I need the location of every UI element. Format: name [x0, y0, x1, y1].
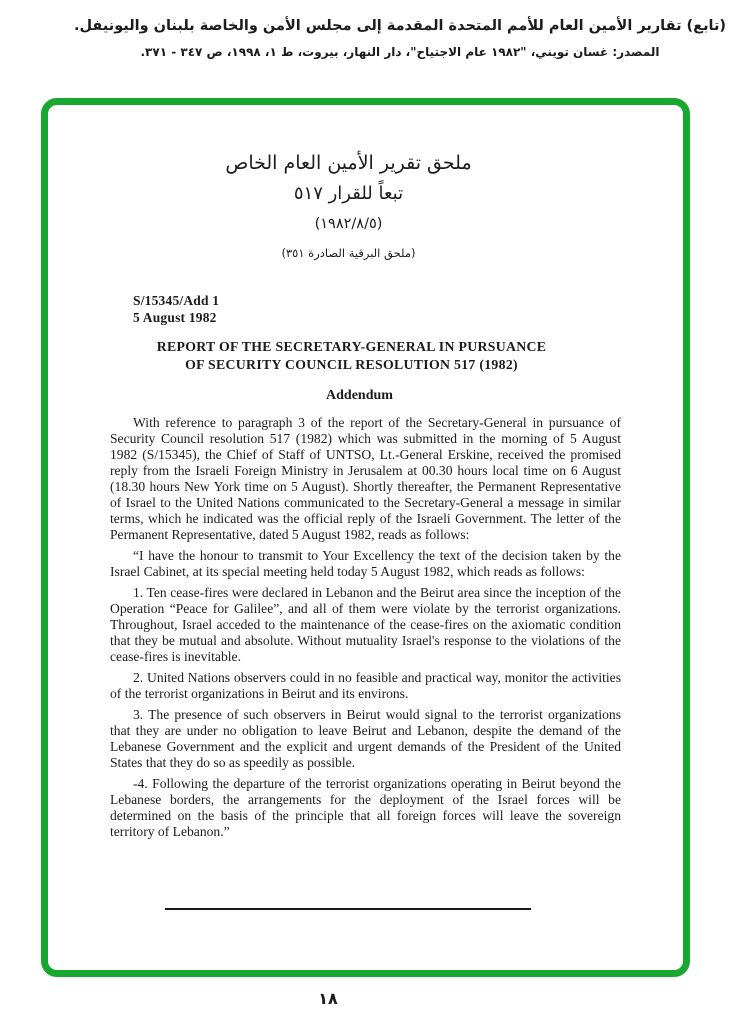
- arabic-title-line2: تبعاً للقرار ٥١٧: [293, 183, 404, 204]
- paragraph-point-2: 2. United Nations observers could in no feasible and practical way, monitor the activities of the terrorist organizations in Beirut and its environs.: [110, 670, 621, 701]
- arabic-title-line3: (١٩٨٢/٨/٥): [314, 216, 383, 232]
- source-note: [70, 13, 730, 65]
- document-date: 5 August 1982: [133, 309, 217, 325]
- paragraph-point-4: -4. Following the departure of the terrorist organizations operating in Beirut beyond the Lebanese borders, the arrangements for the deployment of the Israel forces will be determined on the basis of the principle that all foreign forces will leave the sovereign territory of Lebanon.”: [110, 776, 621, 839]
- report-title-line1: REPORT OF THE SECRETARY-GENERAL IN PURSUANCE: [156, 339, 547, 354]
- document-reference: [133, 293, 621, 326]
- closing-rule: [165, 908, 531, 910]
- paragraph-point-3: 3. The presence of such observers in Beirut would signal to the terrorist organizations that they are under no obligation to leave Beirut and Lebanon, despite the demand of the Lebanese Government and the explicit and urgent demands of the President of the United States that they do so as speedily as possible.: [110, 707, 621, 770]
- report-title-line2: OF SECURITY COUNCIL RESOLUTION 517 (1982): [185, 356, 518, 372]
- paragraph-intro: With reference to paragraph 3 of the report of the Secretary-General in pursuance of Security Council resolution 517 (1982) which was submitted in the morning of 5 August 1982 (S/15345), the Chief of Staff of UNTSO, Lt.-General Erskine, received the promised reply from the Israeli Foreign Ministry in Jerusalem at 00.30 hours local time on 6 August (18.30 hours New York time on 5 August). Shortly thereafter, the Permanent Representative of Israel to the United Nations communicated to the Secretary-General a message in similar terms, which he indicated was the official reply of the Israeli Government. The letter of the Permanent Representative, dated 5 August 1982, reads as follows:: [110, 415, 621, 542]
- paragraph-letter: “I have the honour to transmit to Your Excellency the text of the decision taken by the Israel Cabinet, at its special meeting held today 5 August 1982, which reads as follows:: [110, 548, 621, 579]
- arabic-title-line4: (ملحق البرقية الصادرة ٣٥١): [281, 246, 416, 260]
- source-note-line1: (تابع) تقارير الأمين العام للأمم المتحدة المقدمة إلى مجلس الأمن والخاصة بلبنان واليونيفل.: [73, 18, 727, 34]
- source-note-line2: المصدر: غسان تويني، "١٩٨٢ عام الاجتياح"، دار النهار، بيروت، ط ١، ١٩٩٨، ص ٣٤٧ - ٣٧١.: [140, 45, 660, 59]
- arabic-title-line1: ملحق تقرير الأمين العام الخاص: [225, 152, 472, 174]
- paragraph-point-1: 1. Ten cease-fires were declared in Lebanon and the Beirut area since the inception of the Operation “Peace for Galilee”, and all of them were violate by the terrorist organizations. Throughout, Israel acceded to the maintenance of the cease-fires on the axiomatic condition that they be mutual and absolute. Without mutuality Israel's response to the violations of the cease-fires is inevitable.: [110, 585, 621, 664]
- report-title: [96, 338, 607, 373]
- document-body: [48, 293, 683, 840]
- document-symbol: S/15345/Add 1: [133, 293, 220, 308]
- arabic-title-block: [41, 147, 666, 268]
- addendum-heading: Addendum: [326, 388, 393, 403]
- green-highlight-frame: [41, 98, 690, 977]
- page-number: ١٨: [318, 989, 338, 1008]
